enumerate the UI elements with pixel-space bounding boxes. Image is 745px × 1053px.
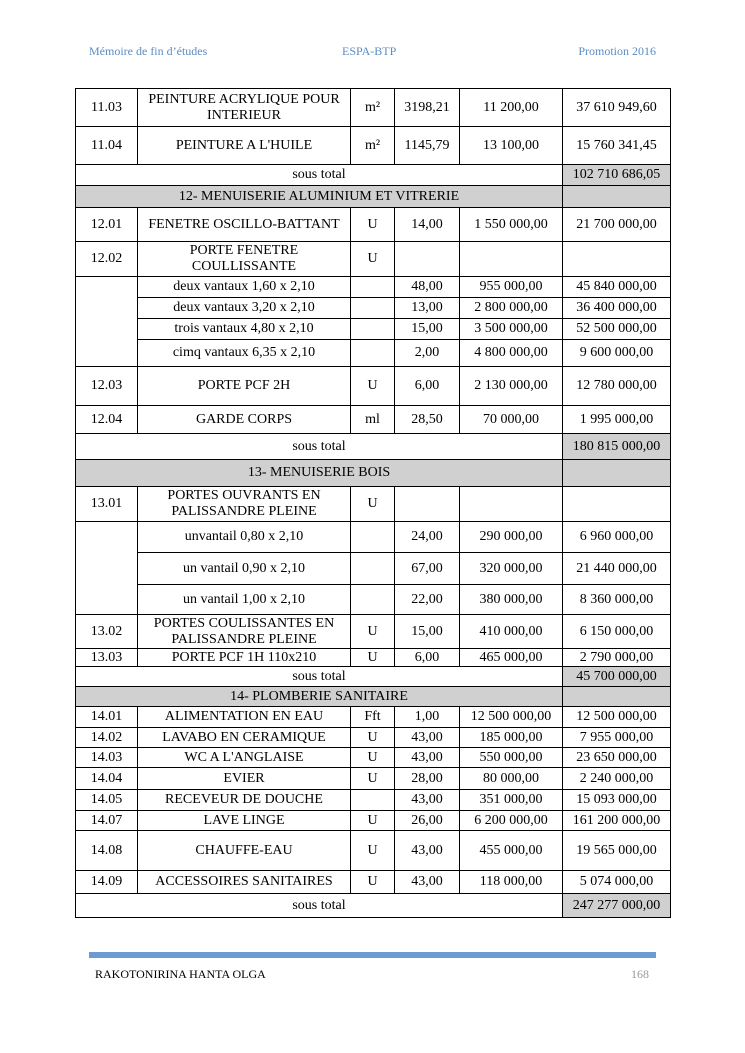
item-unit: U — [351, 242, 395, 277]
table-row — [76, 522, 671, 553]
item-amount: 15 093 000,00 — [563, 790, 671, 811]
table-row — [76, 89, 671, 127]
item-designation: PORTE PCF 1H 110x210 — [138, 649, 351, 667]
item-unit-price: 2 800 000,00 — [460, 298, 563, 319]
table-row — [76, 553, 671, 585]
item-unit: U — [351, 208, 395, 242]
item-unit-price: 11 200,00 — [460, 89, 563, 127]
table-row — [76, 585, 671, 615]
table-row — [76, 298, 671, 319]
section-heading-blank — [563, 687, 671, 707]
item-number: 12.02 — [76, 242, 138, 277]
item-unit-price: 455 000,00 — [460, 831, 563, 871]
table-row — [76, 615, 671, 649]
item-amount: 5 074 000,00 — [563, 871, 671, 894]
item-unit: U — [351, 487, 395, 522]
item-amount: 23 650 000,00 — [563, 748, 671, 768]
table-row — [76, 831, 671, 871]
table-row — [76, 367, 671, 406]
item-amount: 21 700 000,00 — [563, 208, 671, 242]
item-unit-price: 410 000,00 — [460, 615, 563, 649]
subtotal-label: sous total — [76, 165, 563, 186]
item-amount: 21 440 000,00 — [563, 553, 671, 585]
item-unit-price: 1 550 000,00 — [460, 208, 563, 242]
item-unit — [351, 790, 395, 811]
item-designation: PORTE PCF 2H — [138, 367, 351, 406]
item-designation: FENETRE OSCILLO-BATTANT — [138, 208, 351, 242]
page-number: 168 — [631, 967, 649, 981]
item-quantity: 15,00 — [395, 319, 460, 340]
item-unit: U — [351, 728, 395, 748]
item-unit: U — [351, 811, 395, 831]
item-designation: WC A L'ANGLAISE — [138, 748, 351, 768]
item-unit-price: 290 000,00 — [460, 522, 563, 553]
header-right: Promotion 2016 — [578, 44, 656, 58]
table-row — [76, 649, 671, 667]
item-designation: ALIMENTATION EN EAU — [138, 707, 351, 728]
item-quantity — [395, 487, 460, 522]
item-number: 14.03 — [76, 748, 138, 768]
subtotal-row — [76, 894, 671, 918]
item-quantity: 14,00 — [395, 208, 460, 242]
item-quantity: 6,00 — [395, 649, 460, 667]
table-row — [76, 340, 671, 367]
item-designation: RECEVEUR DE DOUCHE — [138, 790, 351, 811]
item-number-empty — [76, 522, 138, 615]
subtotal-row — [76, 667, 671, 687]
item-unit: ml — [351, 406, 395, 434]
table-row — [76, 242, 671, 277]
item-unit-price: 955 000,00 — [460, 277, 563, 298]
item-designation: PORTE FENETRE COULLISSANTE — [138, 242, 351, 277]
item-amount — [563, 242, 671, 277]
table-row — [76, 127, 671, 165]
item-unit-price: 380 000,00 — [460, 585, 563, 615]
item-quantity: 28,50 — [395, 406, 460, 434]
subtotal-amount: 45 700 000,00 — [563, 667, 671, 687]
item-designation: PORTES OUVRANTS EN PALISSANDRE PLEINE — [138, 487, 351, 522]
item-quantity: 43,00 — [395, 790, 460, 811]
item-amount: 6 960 000,00 — [563, 522, 671, 553]
item-designation: trois vantaux 4,80 x 2,10 — [138, 319, 351, 340]
item-unit: U — [351, 367, 395, 406]
item-quantity: 1,00 — [395, 707, 460, 728]
item-designation: deux vantaux 1,60 x 2,10 — [138, 277, 351, 298]
item-quantity: 15,00 — [395, 615, 460, 649]
item-unit: Fft — [351, 707, 395, 728]
table-row — [76, 748, 671, 768]
item-number: 14.05 — [76, 790, 138, 811]
item-number: 13.03 — [76, 649, 138, 667]
item-quantity: 48,00 — [395, 277, 460, 298]
table-row — [76, 277, 671, 298]
item-unit-price: 80 000,00 — [460, 768, 563, 790]
item-designation: LAVABO EN CERAMIQUE — [138, 728, 351, 748]
subtotal-label: sous total — [76, 434, 563, 460]
footer-author: RAKOTONIRINA HANTA OLGA — [95, 967, 266, 981]
item-designation: PEINTURE A L'HUILE — [138, 127, 351, 165]
item-unit: m² — [351, 127, 395, 165]
item-unit — [351, 553, 395, 585]
item-unit: U — [351, 871, 395, 894]
item-quantity: 3198,21 — [395, 89, 460, 127]
item-unit: U — [351, 768, 395, 790]
section-heading-blank — [563, 460, 671, 487]
item-quantity: 26,00 — [395, 811, 460, 831]
item-number: 14.01 — [76, 707, 138, 728]
subtotal-label: sous total — [76, 894, 563, 918]
item-unit: m² — [351, 89, 395, 127]
item-number: 11.04 — [76, 127, 138, 165]
item-unit: U — [351, 748, 395, 768]
item-number: 12.03 — [76, 367, 138, 406]
item-quantity: 43,00 — [395, 748, 460, 768]
item-quantity: 67,00 — [395, 553, 460, 585]
item-unit-price: 13 100,00 — [460, 127, 563, 165]
subtotal-amount: 102 710 686,05 — [563, 165, 671, 186]
table-row — [76, 406, 671, 434]
item-unit — [351, 277, 395, 298]
item-amount: 36 400 000,00 — [563, 298, 671, 319]
item-number: 12.04 — [76, 406, 138, 434]
footer-rule — [89, 952, 656, 958]
section-heading: 14- PLOMBERIE SANITAIRE — [76, 687, 563, 707]
item-unit-price — [460, 487, 563, 522]
item-unit-price: 3 500 000,00 — [460, 319, 563, 340]
item-unit-price: 118 000,00 — [460, 871, 563, 894]
item-quantity: 24,00 — [395, 522, 460, 553]
item-quantity: 13,00 — [395, 298, 460, 319]
item-amount: 9 600 000,00 — [563, 340, 671, 367]
item-amount: 19 565 000,00 — [563, 831, 671, 871]
subtotal-amount: 180 815 000,00 — [563, 434, 671, 460]
item-unit: U — [351, 831, 395, 871]
table-row — [76, 208, 671, 242]
header-center: ESPA-BTP — [342, 44, 397, 58]
item-quantity: 43,00 — [395, 728, 460, 748]
item-designation: unvantail 0,80 x 2,10 — [138, 522, 351, 553]
item-unit-price: 2 130 000,00 — [460, 367, 563, 406]
item-number: 12.01 — [76, 208, 138, 242]
item-designation: LAVE LINGE — [138, 811, 351, 831]
item-unit-price: 185 000,00 — [460, 728, 563, 748]
item-amount: 8 360 000,00 — [563, 585, 671, 615]
item-number: 13.01 — [76, 487, 138, 522]
item-number: 11.03 — [76, 89, 138, 127]
item-amount: 37 610 949,60 — [563, 89, 671, 127]
item-amount: 15 760 341,45 — [563, 127, 671, 165]
item-quantity: 22,00 — [395, 585, 460, 615]
item-number: 13.02 — [76, 615, 138, 649]
item-designation: ACCESSOIRES SANITAIRES — [138, 871, 351, 894]
item-unit — [351, 585, 395, 615]
table-row — [76, 871, 671, 894]
subtotal-amount: 247 277 000,00 — [563, 894, 671, 918]
item-unit-price: 12 500 000,00 — [460, 707, 563, 728]
table-row — [76, 728, 671, 748]
subtotal-label: sous total — [76, 667, 563, 687]
item-unit — [351, 298, 395, 319]
item-number: 14.07 — [76, 811, 138, 831]
item-unit — [351, 340, 395, 367]
item-amount: 161 200 000,00 — [563, 811, 671, 831]
item-amount — [563, 487, 671, 522]
item-number: 14.04 — [76, 768, 138, 790]
section-heading: 13- MENUISERIE BOIS — [76, 460, 563, 487]
item-amount: 7 955 000,00 — [563, 728, 671, 748]
item-unit-price: 320 000,00 — [460, 553, 563, 585]
item-unit-price: 465 000,00 — [460, 649, 563, 667]
item-designation: EVIER — [138, 768, 351, 790]
section-heading-row — [76, 460, 671, 487]
item-unit-price: 351 000,00 — [460, 790, 563, 811]
table-row — [76, 487, 671, 522]
item-amount: 2 790 000,00 — [563, 649, 671, 667]
item-quantity: 43,00 — [395, 831, 460, 871]
item-number: 14.09 — [76, 871, 138, 894]
item-designation: deux vantaux 3,20 x 2,10 — [138, 298, 351, 319]
quantity-estimate-table — [75, 88, 671, 918]
item-designation: GARDE CORPS — [138, 406, 351, 434]
item-quantity: 6,00 — [395, 367, 460, 406]
table-row — [76, 790, 671, 811]
item-unit-price — [460, 242, 563, 277]
table-row — [76, 319, 671, 340]
item-designation: un vantail 0,90 x 2,10 — [138, 553, 351, 585]
item-designation: un vantail 1,00 x 2,10 — [138, 585, 351, 615]
item-amount: 2 240 000,00 — [563, 768, 671, 790]
subtotal-row — [76, 165, 671, 186]
item-unit: U — [351, 649, 395, 667]
item-quantity — [395, 242, 460, 277]
item-quantity: 2,00 — [395, 340, 460, 367]
header-left: Mémoire de fin d’études — [89, 44, 208, 58]
item-quantity: 28,00 — [395, 768, 460, 790]
item-designation: cimq vantaux 6,35 x 2,10 — [138, 340, 351, 367]
item-unit-price: 6 200 000,00 — [460, 811, 563, 831]
item-unit: U — [351, 615, 395, 649]
item-unit-price: 550 000,00 — [460, 748, 563, 768]
item-unit-price: 4 800 000,00 — [460, 340, 563, 367]
section-heading-row — [76, 186, 671, 208]
item-designation: PORTES COULISSANTES EN PALISSANDRE PLEINE — [138, 615, 351, 649]
table-row — [76, 768, 671, 790]
item-amount: 52 500 000,00 — [563, 319, 671, 340]
item-number: 14.02 — [76, 728, 138, 748]
table-row — [76, 811, 671, 831]
section-heading-blank — [563, 186, 671, 208]
item-designation: CHAUFFE-EAU — [138, 831, 351, 871]
item-unit — [351, 319, 395, 340]
item-amount: 12 780 000,00 — [563, 367, 671, 406]
section-heading: 12- MENUISERIE ALUMINIUM ET VITRERIE — [76, 186, 563, 208]
item-designation: PEINTURE ACRYLIQUE POUR INTERIEUR — [138, 89, 351, 127]
item-unit-price: 70 000,00 — [460, 406, 563, 434]
item-amount: 6 150 000,00 — [563, 615, 671, 649]
item-amount: 45 840 000,00 — [563, 277, 671, 298]
item-number-empty — [76, 277, 138, 367]
item-amount: 12 500 000,00 — [563, 707, 671, 728]
item-quantity: 43,00 — [395, 871, 460, 894]
item-amount: 1 995 000,00 — [563, 406, 671, 434]
item-quantity: 1145,79 — [395, 127, 460, 165]
item-unit — [351, 522, 395, 553]
section-heading-row — [76, 687, 671, 707]
item-number: 14.08 — [76, 831, 138, 871]
table-row — [76, 707, 671, 728]
subtotal-row — [76, 434, 671, 460]
